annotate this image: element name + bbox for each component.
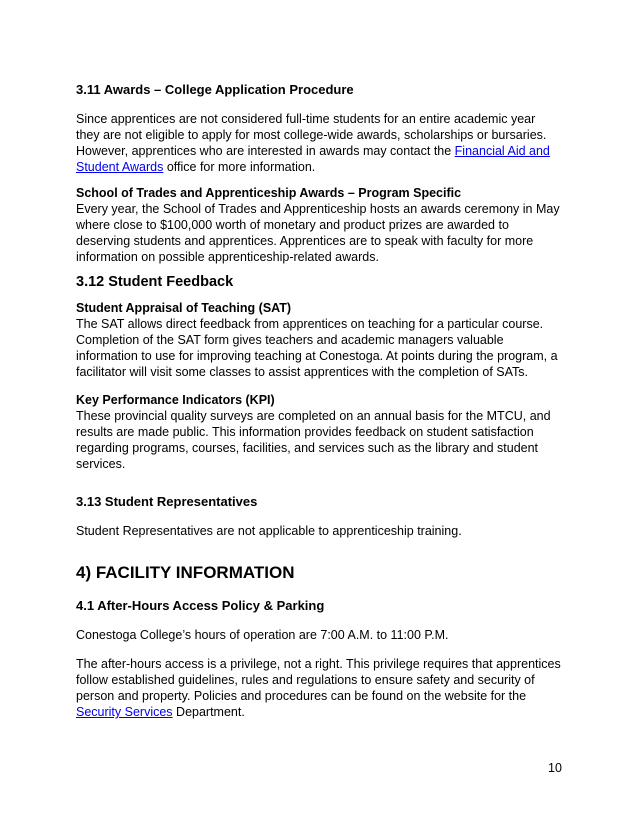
section-3-13-heading: 3.13 Student Representatives: [76, 494, 258, 509]
sat-line-2: Completion of the SAT form gives teachers and academic managers valuable: [76, 333, 504, 347]
after-hours-line-4-end: Department.: [172, 705, 245, 719]
sat-line-4: facilitator will visit some classes to assist apprentices with the completion of SATs.: [76, 365, 529, 379]
after-hours-line-2: follow established guidelines, rules and regulations to ensure safety and security of: [76, 673, 535, 687]
document-page: [76, 82, 566, 720]
kpi-line-3: regarding programs, courses, facilities, and services such as the library and student: [76, 441, 539, 455]
trades-line-3: deserving students and apprentices. Apprentices are to speak with faculty for more: [76, 234, 534, 248]
section-4-1-heading: 4.1 After-Hours Access Policy & Parking: [76, 598, 325, 613]
kpi-paragraph: [76, 408, 566, 472]
sat-heading: Student Appraisal of Teaching (SAT): [76, 301, 292, 315]
section-4-heading: 4) FACILITY INFORMATION: [76, 563, 295, 582]
awards-line-3: However, apprentices who are interested in awards may contact the: [76, 144, 455, 158]
sat-paragraph: [76, 316, 566, 380]
after-hours-paragraph: [76, 656, 566, 720]
after-hours-line-1: The after-hours access is a privilege, not a right. This privilege requires that apprentices: [76, 657, 561, 671]
financial-aid-link[interactable]: Financial Aid and: [454, 144, 550, 158]
awards-paragraph: [76, 111, 566, 175]
sat-line-1: The SAT allows direct feedback from apprentices on teaching for a particular course.: [76, 317, 544, 331]
student-reps-paragraph: Student Representatives are not applicable to apprenticeship training.: [76, 524, 462, 538]
student-awards-link[interactable]: Student Awards: [76, 160, 164, 174]
awards-line-2: they are not eligible to apply for most college-wide awards, scholarships or bursaries.: [76, 128, 547, 142]
kpi-heading: Key Performance Indicators (KPI): [76, 393, 275, 407]
page-number: 10: [548, 761, 562, 775]
security-services-link[interactable]: Security Services: [76, 705, 173, 719]
kpi-line-2: results are made public. This information provides feedback on student satisfaction: [76, 425, 534, 439]
sat-line-3: information to use for improving teaching at Conestoga. At points during the program, a: [76, 349, 558, 363]
section-3-11-heading: 3.11 Awards – College Application Procedure: [76, 82, 354, 97]
awards-line-4-end: office for more information.: [163, 160, 316, 174]
hours-paragraph: Conestoga College’s hours of operation are 7:00 A.M. to 11:00 P.M.: [76, 628, 449, 642]
section-3-12-heading: 3.12 Student Feedback: [76, 274, 234, 290]
trades-awards-paragraph: [76, 201, 566, 265]
trades-line-1: Every year, the School of Trades and Apprenticeship hosts an awards ceremony in May: [76, 202, 560, 216]
kpi-line-4: services.: [76, 457, 126, 471]
trades-line-4: information on possible apprenticeship-related awards.: [76, 250, 379, 264]
trades-awards-heading: School of Trades and Apprenticeship Awards – Program Specific: [76, 186, 462, 200]
trades-line-2: where close to $100,000 worth of monetary and product prizes are awarded to: [76, 218, 509, 232]
awards-line-1: Since apprentices are not considered full-time students for an entire academic year: [76, 112, 536, 126]
kpi-line-1: These provincial quality surveys are completed on an annual basis for the MTCU, and: [76, 409, 551, 423]
after-hours-line-3: person and property. Policies and procedures can be found on the website for the: [76, 689, 527, 703]
